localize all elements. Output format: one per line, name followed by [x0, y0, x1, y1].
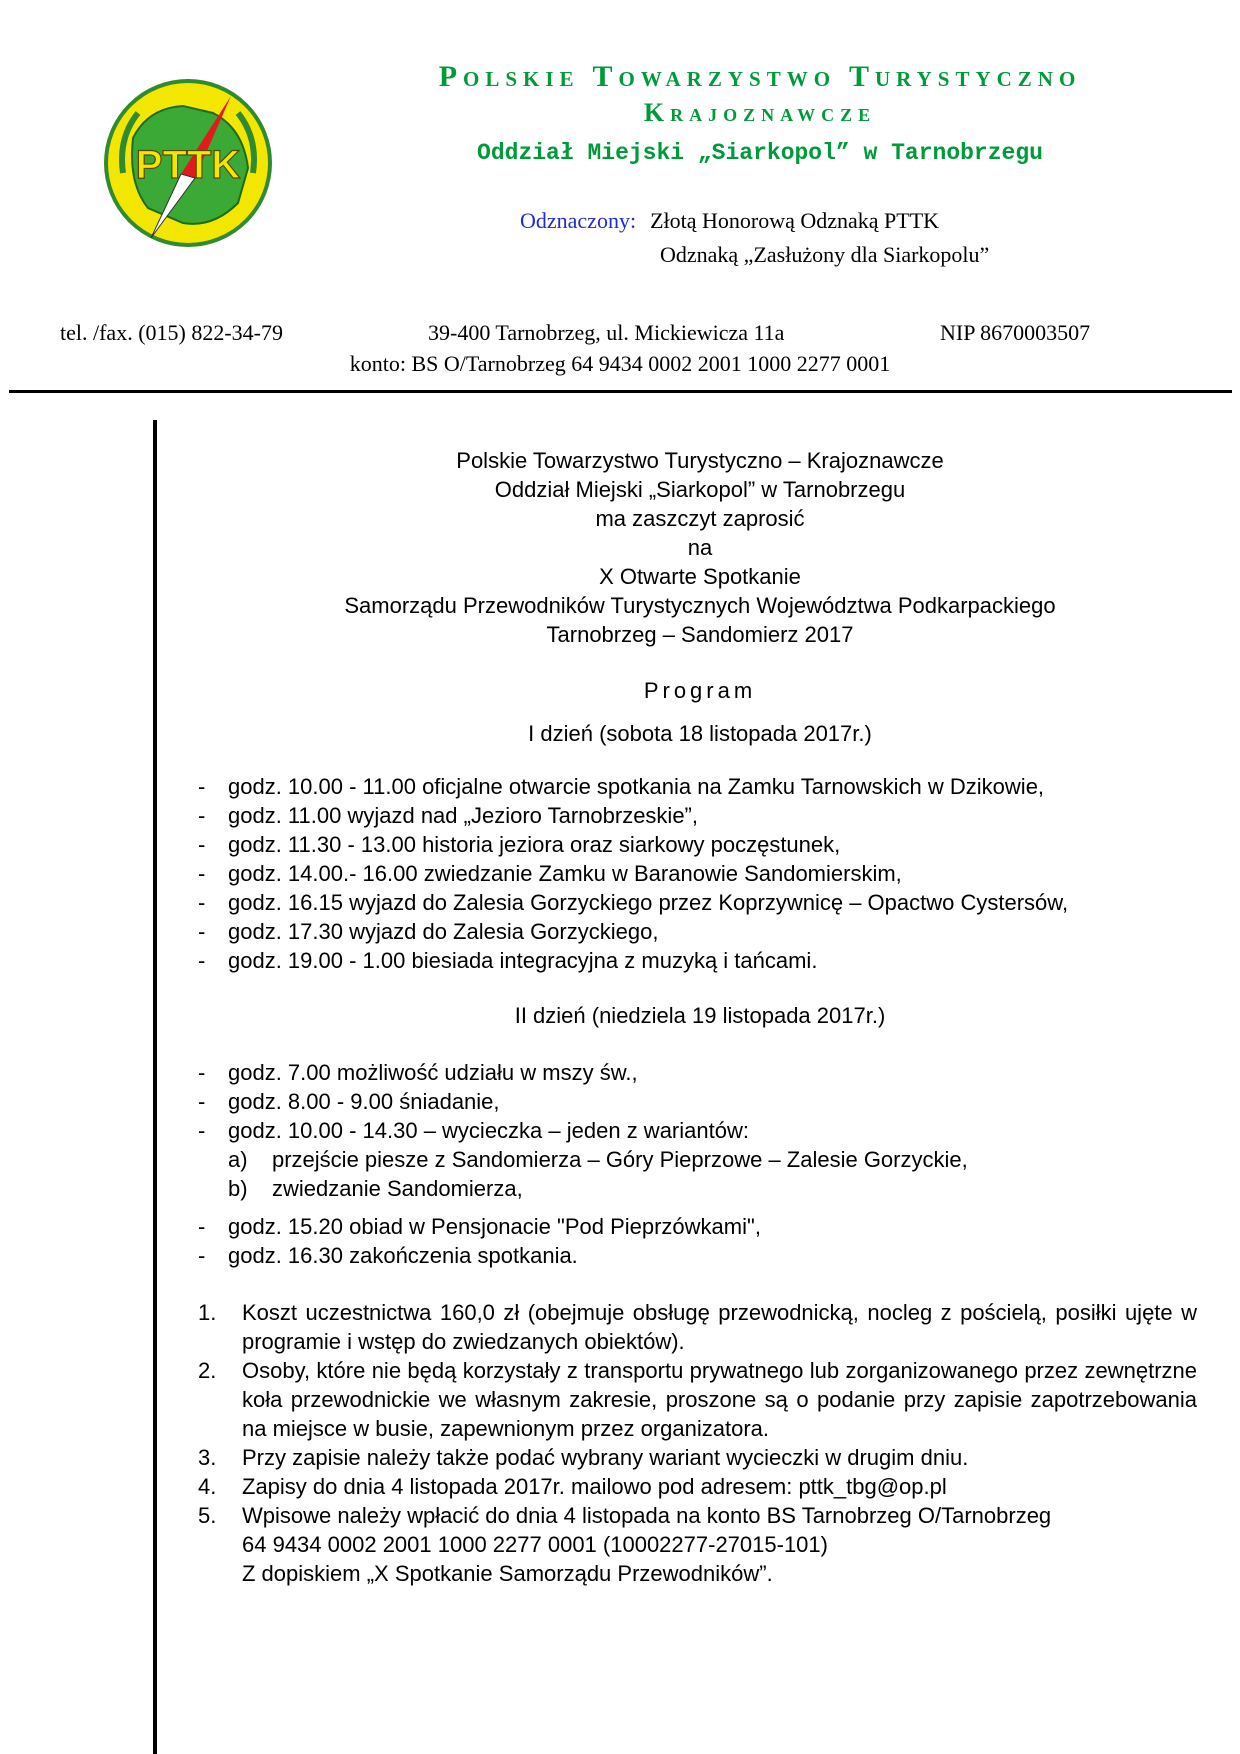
note-item: 4. Zapisy do dnia 4 listopada 2017r. mailowo pod adresem: pttk_tbg@op.pl — [198, 1474, 947, 1499]
bank-account: konto: BS O/Tarnobrzeg 64 9434 0002 2001 1000 2277 0001 — [349, 351, 891, 376]
list-item: - godz. 16.15 wyjazd do Zalesia Gorzyckiego przez Koprzywnicę – Opactwo Cystersów, — [198, 890, 1069, 915]
list-item: - godz. 19.00 - 1.00 biesiada integracyjna z muzyką i tańcami. — [198, 948, 818, 973]
intro-line: ma zaszczyt zaprosić — [595, 506, 805, 531]
note-line: Wpisowe należy wpłacić do dnia 4 listopada na konto BS Tarnobrzeg O/Tarnobrzeg — [242, 1503, 1052, 1528]
note-item: 3. Przy zapisie należy także podać wybrany wariant wycieczki w drugim dniu. — [198, 1445, 969, 1470]
list-item: - godz. 8.00 - 9.00 śniadanie, — [198, 1089, 500, 1114]
list-item: - godz. 14.00.- 16.00 zwiedzanie Zamku w Baranowie Sandomierskim, — [198, 861, 902, 886]
award-1: Złotą Honorową Odznaką PTTK — [650, 208, 940, 233]
intro-line: Polskie Towarzystwo Turystyczno – Krajoznawcze — [456, 448, 944, 473]
awards-block — [520, 208, 990, 267]
trip-variants — [228, 1145, 1208, 1203]
terms-list — [198, 1298, 1197, 1588]
day2-schedule-part2 — [198, 1212, 1208, 1270]
address: 39-400 Tarnobrzeg, ul. Mickiewicza 11a — [428, 320, 785, 345]
note-item: 1. Koszt uczestnictwa 160,0 zł (obejmuje obsługę przewodnicką, nocleg z pościelą, posiłki ujęte w programie i wstęp do zwiedzanych obiektów). — [198, 1300, 1197, 1354]
intro-line: Oddział Miejski „Siarkopol” w Tarnobrzegu — [494, 477, 906, 502]
list-item: - godz. 10.00 - 14.30 – wycieczka – jeden z wariantów: — [198, 1118, 749, 1143]
intro-line: na — [687, 535, 713, 560]
intro-line: Tarnobrzeg – Sandomierz 2017 — [546, 622, 854, 647]
list-item: - godz. 11.30 - 13.00 historia jeziora oraz siarkowy poczęstunek, — [198, 832, 841, 857]
note-line: Z dopiskiem „X Spotkanie Samorządu Przewodników”. — [242, 1561, 773, 1586]
org-name-line2: Krajoznawcze — [643, 98, 877, 127]
day2-schedule-part1 — [198, 1058, 1208, 1145]
program-heading: Program — [643, 678, 757, 703]
note-item: 5. Wpisowe należy wpłacić do dnia 4 listopada na konto BS Tarnobrzeg O/Tarnobrzeg 64 9434 0002 2001 1000 2277 0001 (10002277-27015-101) Z dopiskiem „X Spotkanie Samorządu Przewodników”. — [198, 1501, 1197, 1588]
list-item: - godz. 16.30 zakończenia spotkania. — [198, 1243, 578, 1268]
left-margin-rule — [153, 420, 157, 1754]
phone-fax: tel. /fax. (015) 822-34-79 — [60, 320, 283, 345]
branch-name: Oddział Miejski „Siarkopol” w Tarnobrzegu — [477, 140, 1043, 166]
awards-label: Odznaczony: — [520, 208, 637, 233]
day1-heading: I dzień (sobota 18 listopada 2017r.) — [528, 721, 872, 746]
intro-line: Samorządu Przewodników Turystycznych Województwa Podkarpackiego — [344, 593, 1056, 618]
pttk-logo — [103, 78, 273, 248]
variant-item: a) przejście piesze z Sandomierza – Góry Pieprzowe – Zalesie Gorzyckie, — [228, 1147, 968, 1172]
variant-item: b) zwiedzanie Sandomierza, — [228, 1176, 523, 1201]
list-item: - godz. 7.00 możliwość udziału w mszy św., — [198, 1060, 638, 1085]
org-name-line1: Polskie Towarzystwo Turystyczno — [438, 60, 1082, 93]
list-item: - godz. 15.20 obiad w Pensjonacie "Pod Pieprzówkami", — [198, 1214, 761, 1239]
logo-text: PTTK — [135, 143, 241, 187]
award-2: Odznaką „Zasłużony dla Siarkopolu” — [660, 242, 990, 267]
list-item: - godz. 11.00 wyjazd nad „Jezioro Tarnobrzeskie”, — [198, 803, 698, 828]
note-line: 64 9434 0002 2001 1000 2277 0001 (10002277-27015-101) — [242, 1532, 828, 1557]
list-item: - godz. 10.00 - 11.00 oficjalne otwarcie spotkania na Zamku Tarnowskich w Dzikowie, — [198, 774, 1045, 799]
nip: NIP 8670003507 — [940, 320, 1091, 345]
day2-heading: II dzień (niedziela 19 listopada 2017r.) — [514, 1003, 886, 1028]
intro-line: X Otwarte Spotkanie — [599, 564, 801, 589]
day1-schedule — [198, 772, 1208, 975]
invitation-intro — [160, 446, 1240, 649]
list-item: - godz. 17.30 wyjazd do Zalesia Gorzyckiego, — [198, 919, 659, 944]
note-item: 2. Osoby, które nie będą korzystały z transportu prywatnego lub zorganizowanego przez zewnętrzne koła przewodnickie we własnym zakresie, proszone są o podanie przy zapisie zapotrzebowania na miejsce w busie, zapewnionym przez organizatora. — [198, 1358, 1197, 1441]
header-divider — [9, 390, 1232, 393]
